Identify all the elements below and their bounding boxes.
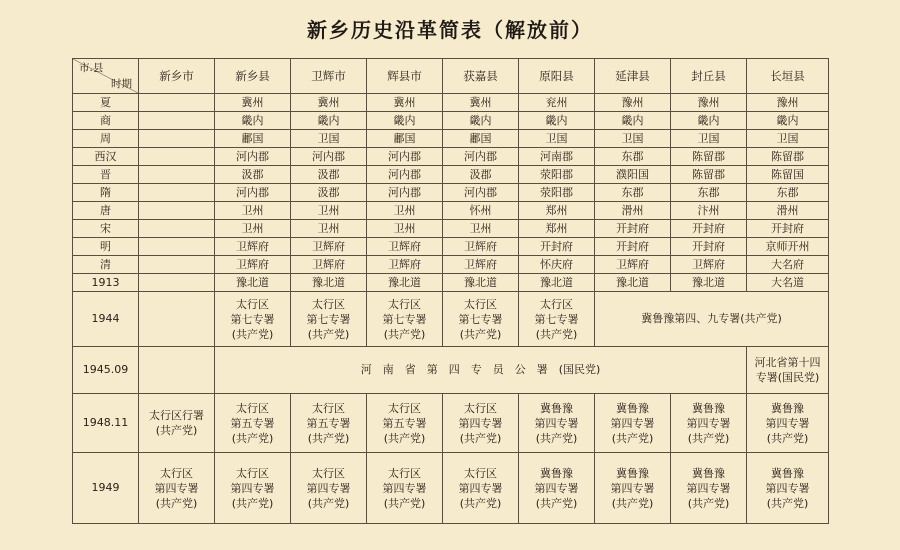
header-row [73,59,829,94]
table-cell: 卫州 [367,220,443,238]
column-header: 封丘县 [671,59,747,94]
table-cell: 豫北道 [443,274,519,292]
table-cell: 汲郡 [215,166,291,184]
table-cell: 冀鲁豫 第四专署 (共产党) [747,394,829,453]
table-cell: 冀鲁豫 第四专署 (共产党) [747,453,829,524]
table-row [73,220,829,238]
table-cell: 畿内 [443,112,519,130]
page-title: 新乡历史沿革简表（解放前） [307,18,593,42]
table-cell: 河内郡 [215,148,291,166]
table-cell: 河南郡 [519,148,595,166]
table-cell: 豫北道 [291,274,367,292]
table-cell: 河内郡 [367,166,443,184]
table-cell: 太行区 第五专署 (共产党) [367,394,443,453]
table-cell: 开封府 [747,220,829,238]
era-cell: 1944 [73,292,139,347]
table-cell: 卫州 [215,202,291,220]
era-cell: 1948.11 [73,394,139,453]
table-cell: 郑州 [519,202,595,220]
table-cell: 京师开州 [747,238,829,256]
corner-bottom-label: 时期 [111,78,132,90]
corner-cell [73,59,139,94]
table-cell: 卫州 [215,220,291,238]
table-cell: 河内郡 [367,148,443,166]
table-cell [139,238,215,256]
table-cell: 汲郡 [291,166,367,184]
table-cell: 冀州 [443,94,519,112]
table-cell: 畿内 [215,112,291,130]
era-cell: 商 [73,112,139,130]
table-cell: 畿内 [671,112,747,130]
table-cell: 鄘国 [215,130,291,148]
table-cell: 荥阳郡 [519,184,595,202]
table-cell: 冀鲁豫 第四专署 (共产党) [595,394,671,453]
table-cell [139,256,215,274]
table-cell: 卫辉府 [443,256,519,274]
era-cell: 周 [73,130,139,148]
table-cell: 太行区 第四专署 (共产党) [139,453,215,524]
table-cell: 卫国 [291,130,367,148]
era-cell: 夏 [73,94,139,112]
table-row [73,130,829,148]
table-cell: 卫辉府 [671,256,747,274]
table-cell: 卫辉府 [291,256,367,274]
table-cell: 滑州 [747,202,829,220]
table-cell: 河 南 省 第 四 专 员 公 署 (国民党) [215,347,747,394]
era-cell: 西汉 [73,148,139,166]
table-cell: 豫州 [747,94,829,112]
table-cell: 冀鲁豫第四、九专署(共产党) [595,292,829,347]
table-row [73,184,829,202]
era-cell: 1945.09 [73,347,139,394]
table-cell [139,184,215,202]
era-cell: 1913 [73,274,139,292]
table-cell: 豫北道 [367,274,443,292]
table-cell: 大名道 [747,274,829,292]
table-cell: 东郡 [595,184,671,202]
table-cell: 河北省第十四 专署(国民党) [747,347,829,394]
table-row [73,394,829,453]
table-cell [139,202,215,220]
table-cell: 太行区 第七专署 (共产党) [291,292,367,347]
table-cell: 豫北道 [595,274,671,292]
table-cell: 太行区 第四专署 (共产党) [443,394,519,453]
era-cell: 明 [73,238,139,256]
table-cell: 大名府 [747,256,829,274]
table-cell: 开封府 [519,238,595,256]
table-cell: 豫北道 [519,274,595,292]
table-body [73,94,829,524]
table-row [73,453,829,524]
column-header: 原阳县 [519,59,595,94]
table-cell [139,274,215,292]
era-cell: 1949 [73,453,139,524]
table-cell: 卫辉府 [595,256,671,274]
table-cell: 汲郡 [443,166,519,184]
table-cell: 汴州 [671,202,747,220]
table-cell: 怀庆府 [519,256,595,274]
table-cell: 开封府 [671,220,747,238]
table-cell: 豫北道 [671,274,747,292]
table-cell: 畿内 [595,112,671,130]
table-cell: 太行区 第四专署 (共产党) [367,453,443,524]
column-header: 卫辉市 [291,59,367,94]
table-cell: 东郡 [595,148,671,166]
table-cell: 冀鲁豫 第四专署 (共产党) [671,453,747,524]
table-row [73,112,829,130]
table-cell [139,130,215,148]
table-cell: 太行区 第五专署 (共产党) [215,394,291,453]
table-cell [139,292,215,347]
table-cell: 太行区 第五专署 (共产党) [291,394,367,453]
era-cell: 晋 [73,166,139,184]
column-header: 长垣县 [747,59,829,94]
table-cell: 豫北道 [215,274,291,292]
table-row [73,94,829,112]
table-cell [139,220,215,238]
table-row [73,292,829,347]
table-cell: 太行区 第四专署 (共产党) [291,453,367,524]
table-cell: 冀鲁豫 第四专署 (共产党) [671,394,747,453]
table-cell: 郑州 [519,220,595,238]
table-cell: 冀鲁豫 第四专署 (共产党) [519,453,595,524]
table-cell: 河内郡 [215,184,291,202]
table-cell [139,347,215,394]
column-header: 获嘉县 [443,59,519,94]
table-cell: 卫国 [595,130,671,148]
table-cell: 畿内 [291,112,367,130]
table-cell [139,166,215,184]
table-cell: 河内郡 [291,148,367,166]
table-row [73,166,829,184]
column-header: 延津县 [595,59,671,94]
table-cell: 开封府 [595,238,671,256]
table-cell: 怀州 [443,202,519,220]
table-cell: 太行区 第七专署 (共产党) [443,292,519,347]
table-cell: 冀州 [215,94,291,112]
table-cell: 卫州 [291,202,367,220]
table-cell: 东郡 [747,184,829,202]
table-cell: 豫州 [595,94,671,112]
table-cell: 卫辉府 [367,238,443,256]
table-cell: 陈留国 [747,166,829,184]
era-cell: 隋 [73,184,139,202]
table-cell: 陈留郡 [747,148,829,166]
corner-top-label: 市.县 [79,62,104,74]
table-cell: 卫辉府 [215,238,291,256]
table-cell: 卫辉府 [443,238,519,256]
table-cell: 陈留郡 [671,148,747,166]
table-cell: 卫国 [519,130,595,148]
table-cell: 太行区 第四专署 (共产党) [215,453,291,524]
table-cell: 河内郡 [367,184,443,202]
table-cell: 畿内 [747,112,829,130]
column-header: 新乡市 [139,59,215,94]
table-cell: 鄘国 [443,130,519,148]
table-cell: 开封府 [671,238,747,256]
table-cell: 冀鲁豫 第四专署 (共产党) [595,453,671,524]
table-cell: 冀州 [291,94,367,112]
table-cell: 太行区 第七专署 (共产党) [215,292,291,347]
table-cell [139,94,215,112]
table-cell: 畿内 [519,112,595,130]
column-header: 新乡县 [215,59,291,94]
table-cell [139,148,215,166]
table-cell: 卫国 [671,130,747,148]
table-cell [139,112,215,130]
table-cell: 卫辉府 [215,256,291,274]
table-cell: 荥阳郡 [519,166,595,184]
era-cell: 宋 [73,220,139,238]
table-cell: 河内郡 [443,184,519,202]
era-cell: 清 [73,256,139,274]
table-cell: 太行区 第七专署 (共产党) [519,292,595,347]
table-cell: 兖州 [519,94,595,112]
table-cell: 畿内 [367,112,443,130]
table-row [73,202,829,220]
column-header: 辉县市 [367,59,443,94]
era-cell: 唐 [73,202,139,220]
table-row [73,274,829,292]
table-cell: 太行区 第七专署 (共产党) [367,292,443,347]
table-cell: 冀鲁豫 第四专署 (共产党) [519,394,595,453]
table-cell: 太行区行署 (共产党) [139,394,215,453]
table-cell: 太行区 第四专署 (共产党) [443,453,519,524]
table-cell: 东郡 [671,184,747,202]
table-cell: 开封府 [595,220,671,238]
table-cell: 汲郡 [291,184,367,202]
table-row [73,148,829,166]
table-row [73,347,829,394]
table-row [73,238,829,256]
table-cell: 鄘国 [367,130,443,148]
table-cell: 濮阳国 [595,166,671,184]
table-cell: 冀州 [367,94,443,112]
table-cell: 卫州 [443,220,519,238]
table-cell: 陈留郡 [671,166,747,184]
table-cell: 卫辉府 [291,238,367,256]
table-cell: 卫州 [367,202,443,220]
table-cell: 河内郡 [443,148,519,166]
table-cell: 卫国 [747,130,829,148]
table-row [73,256,829,274]
table-cell: 豫州 [671,94,747,112]
history-table [72,58,829,524]
table-cell: 卫州 [291,220,367,238]
table-cell: 滑州 [595,202,671,220]
table-cell: 卫辉府 [367,256,443,274]
